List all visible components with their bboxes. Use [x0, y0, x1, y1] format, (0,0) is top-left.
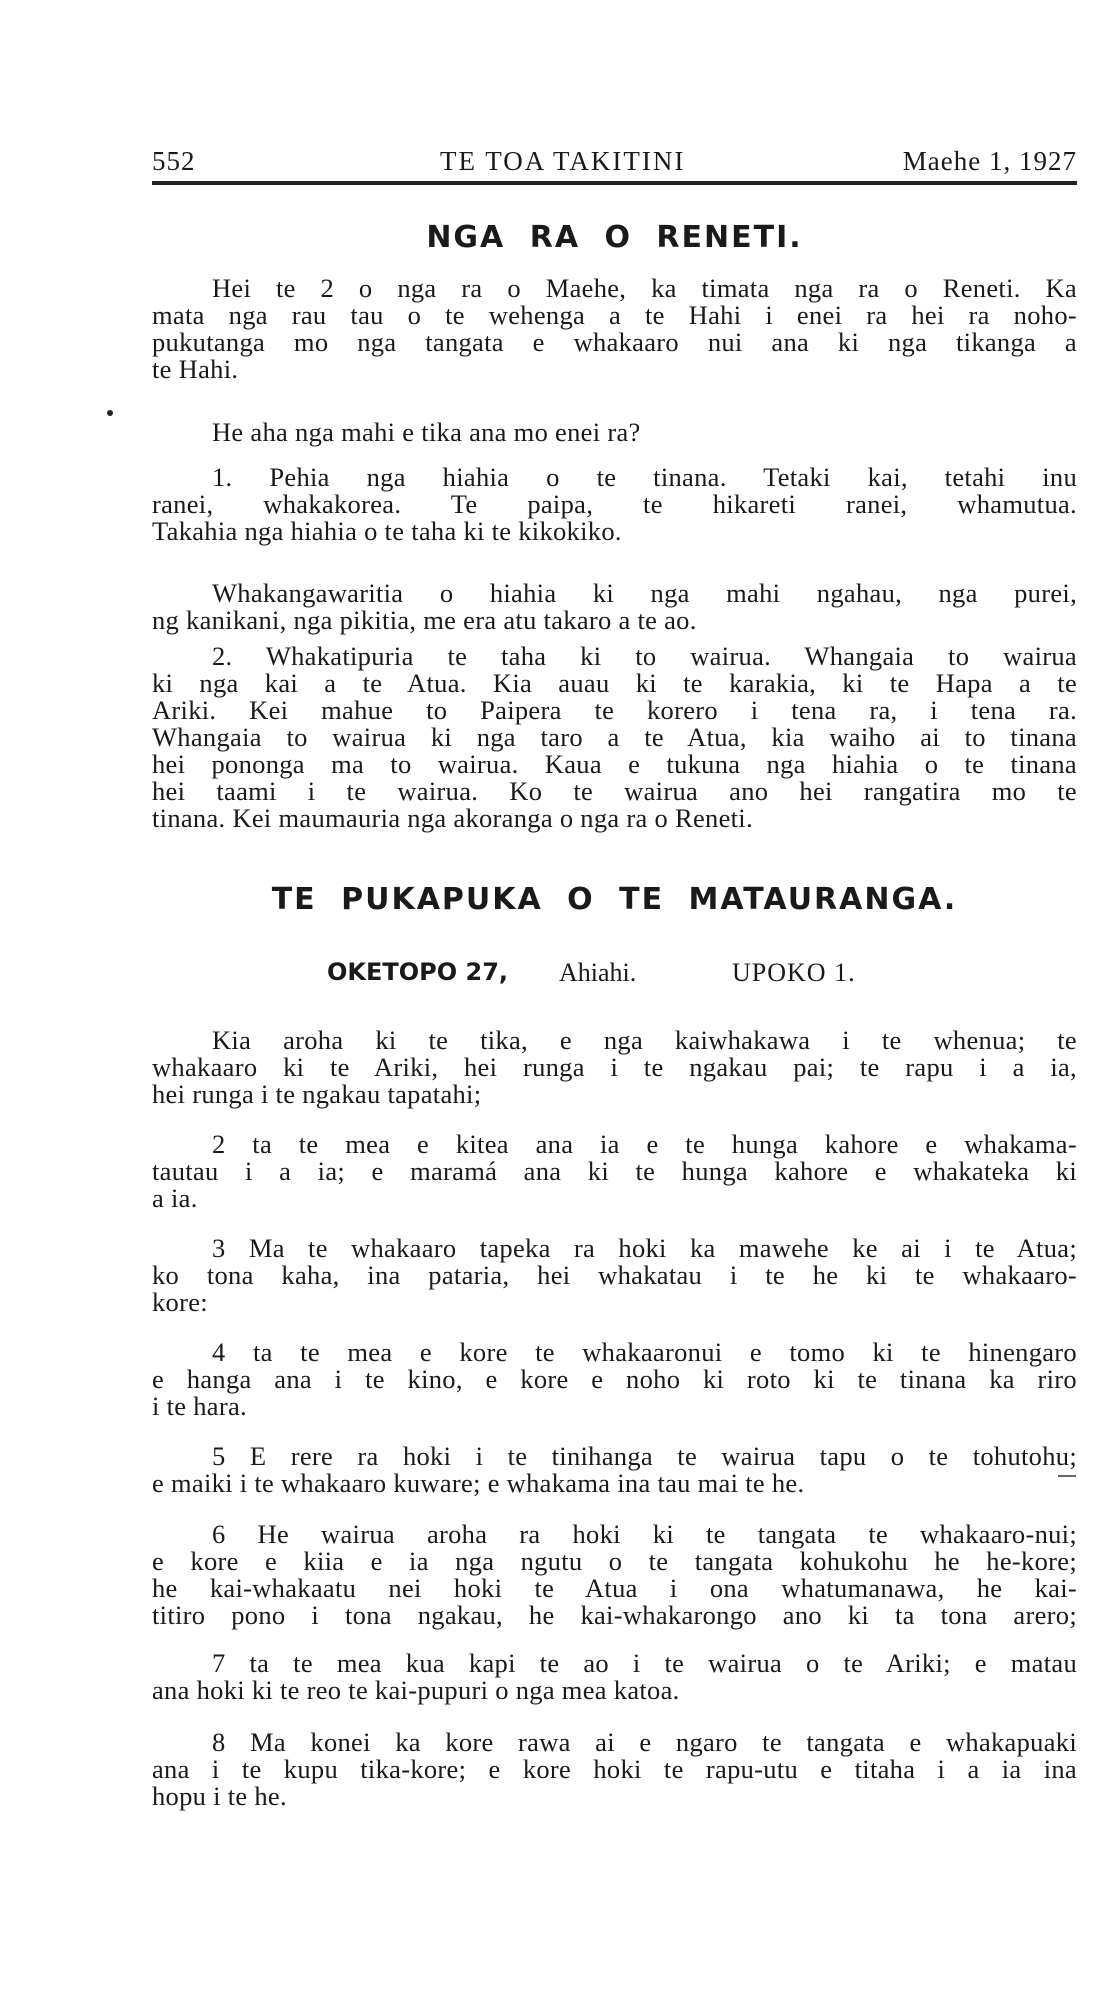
text-line: Whangaia to wairua ki nga taro a te Atua, kia waiho ai to tinana [152, 722, 1077, 752]
chapter-label: UPOKO 1. [732, 958, 856, 987]
text-line: he kai-whakaatu nei hoki te Atua i ona whatumanawa, he kai- [152, 1573, 1077, 1603]
text-line: e kore e kiia e ia nga ngutu o te tangata kohukohu he he-kore; [152, 1546, 1077, 1576]
text-line: ko tona kaha, ina pataria, hei whakatau i te he ki te whakaaro- [152, 1260, 1077, 1290]
issue-date: Maehe 1, 1927 [902, 146, 1077, 176]
text-line: 7 ta te mea kua kapi te ao i te wairua o te Ariki; e matau [212, 1648, 1077, 1678]
text-line: Whakangawaritia o hiahia ki nga mahi ngahau, nga purei, [212, 578, 1077, 608]
text-line: titiro pono i tona ngakau, he kai-whakarongo ano ki ta tona arero; [152, 1600, 1077, 1630]
reading-subheading [152, 958, 1077, 992]
text-line: a ia. [152, 1183, 198, 1213]
text-line: ana i te kupu tika-kore; e kore hoki te rapu-utu e titaha i a ia ina [152, 1754, 1077, 1784]
text-line: tinana. Kei maumauria nga akoranga o nga ra o Reneti. [152, 803, 753, 833]
text-line: Kia aroha ki te tika, e nga kaiwhakawa i te whenua; te [212, 1025, 1077, 1055]
text-line: Hei te 2 o nga ra o Maehe, ka timata nga ra o Reneti. Ka [212, 273, 1077, 303]
text-line: 8 Ma konei ka kore rawa ai e ngaro te tangata e whakapuaki [212, 1727, 1077, 1757]
verse [152, 1729, 1077, 1810]
text-line: 6 He wairua aroha ra hoki ki te tangata te whakaaro-nui; [212, 1519, 1077, 1549]
page-number: 552 [152, 146, 196, 176]
margin-mark [1058, 1475, 1076, 1477]
running-header [152, 146, 1077, 180]
section-title-matauranga: TE PUKAPUKA O TE MATAURANGA. [271, 882, 958, 917]
text-line: Ariki. Kei mahue to Paipera te korero i tena ra, i tena ra. [152, 695, 1077, 725]
paragraph [152, 275, 1077, 383]
text-line: ki nga kai a te Atua. Kia auau ki te karakia, ki te Hapa a te [152, 668, 1077, 698]
text-line: He aha nga mahi e tika ana mo enei ra? [212, 417, 641, 447]
reading-date: OKETOPO 27, [327, 958, 509, 986]
margin-mark [107, 410, 113, 416]
text-line: 2. Whakatipuria te taha ki to wairua. Whangaia to wairua [212, 641, 1077, 671]
text-line: 5 E rere ra hoki i te tinihanga te wairua tapu o te tohutohu; [212, 1441, 1077, 1471]
text-line: ng kanikani, nga pikitia, me era atu takaro a te ao. [152, 605, 697, 635]
text-line: hei runga i te ngakau tapatahi; [152, 1079, 482, 1109]
header-rule [152, 181, 1077, 185]
text-line: kore: [152, 1287, 208, 1317]
text-line: 1. Pehia nga hiahia o te tinana. Tetaki kai, tetahi inu [212, 462, 1077, 492]
verse [152, 1650, 1077, 1704]
text-line: hei pononga ma to wairua. Kaua e tukuna nga hiahia o te tinana [152, 749, 1077, 779]
text-line: i te hara. [152, 1391, 247, 1421]
verse [152, 1131, 1077, 1212]
text-line: tautau i a ia; e maramá ana ki te hunga kahore e whakateka ki [152, 1156, 1077, 1186]
text-line: e maiki i te whakaaro kuware; e whakama ina tau mai te he. [152, 1468, 805, 1498]
verse [152, 1235, 1077, 1316]
text-line: pukutanga mo nga tangata e whakaaro nui ana ki nga tikanga a [152, 327, 1077, 357]
paragraph [152, 464, 1077, 545]
text-line: Takahia nga hiahia o te taha ki te kikokiko. [152, 516, 622, 546]
paragraph [152, 643, 1077, 832]
text-line: 2 ta te mea e kitea ana ia e te hunga kahore e whakama- [212, 1129, 1077, 1159]
paragraph [152, 419, 1077, 446]
paragraph [152, 580, 1077, 634]
text-line: 4 ta te mea e kore te whakaaronui e tomo ki te hinengaro [212, 1337, 1077, 1367]
text-line: whakaaro ki te Ariki, hei runga i te ngakau pai; te rapu i a ia, [152, 1052, 1077, 1082]
text-line: e hanga ana i te kino, e kore e noho ki roto ki te tinana ka riro [152, 1364, 1077, 1394]
reading-time: Ahiahi. [559, 958, 637, 987]
text-line: hopu i te he. [152, 1781, 287, 1811]
text-line: ranei, whakakorea. Te paipa, te hikareti ranei, whamutua. [152, 489, 1077, 519]
verse [152, 1027, 1077, 1108]
text-line: hei taami i te wairua. Ko te wairua ano hei rangatira mo te [152, 776, 1077, 806]
journal-title: TE TOA TAKITINI [440, 146, 686, 176]
verse [152, 1339, 1077, 1420]
section-title-reneti: NGA RA O RENETI. [426, 220, 803, 255]
text-line: ana hoki ki te reo te kai-pupuri o nga mea katoa. [152, 1675, 680, 1705]
verse [152, 1443, 1077, 1497]
text-line: 3 Ma te whakaaro tapeka ra hoki ka mawehe ke ai i te Atua; [212, 1233, 1077, 1263]
text-line: te Hahi. [152, 354, 239, 384]
verse [152, 1521, 1077, 1629]
text-line: mata nga rau tau o te wehenga a te Hahi i enei ra hei ra noho- [152, 300, 1077, 330]
